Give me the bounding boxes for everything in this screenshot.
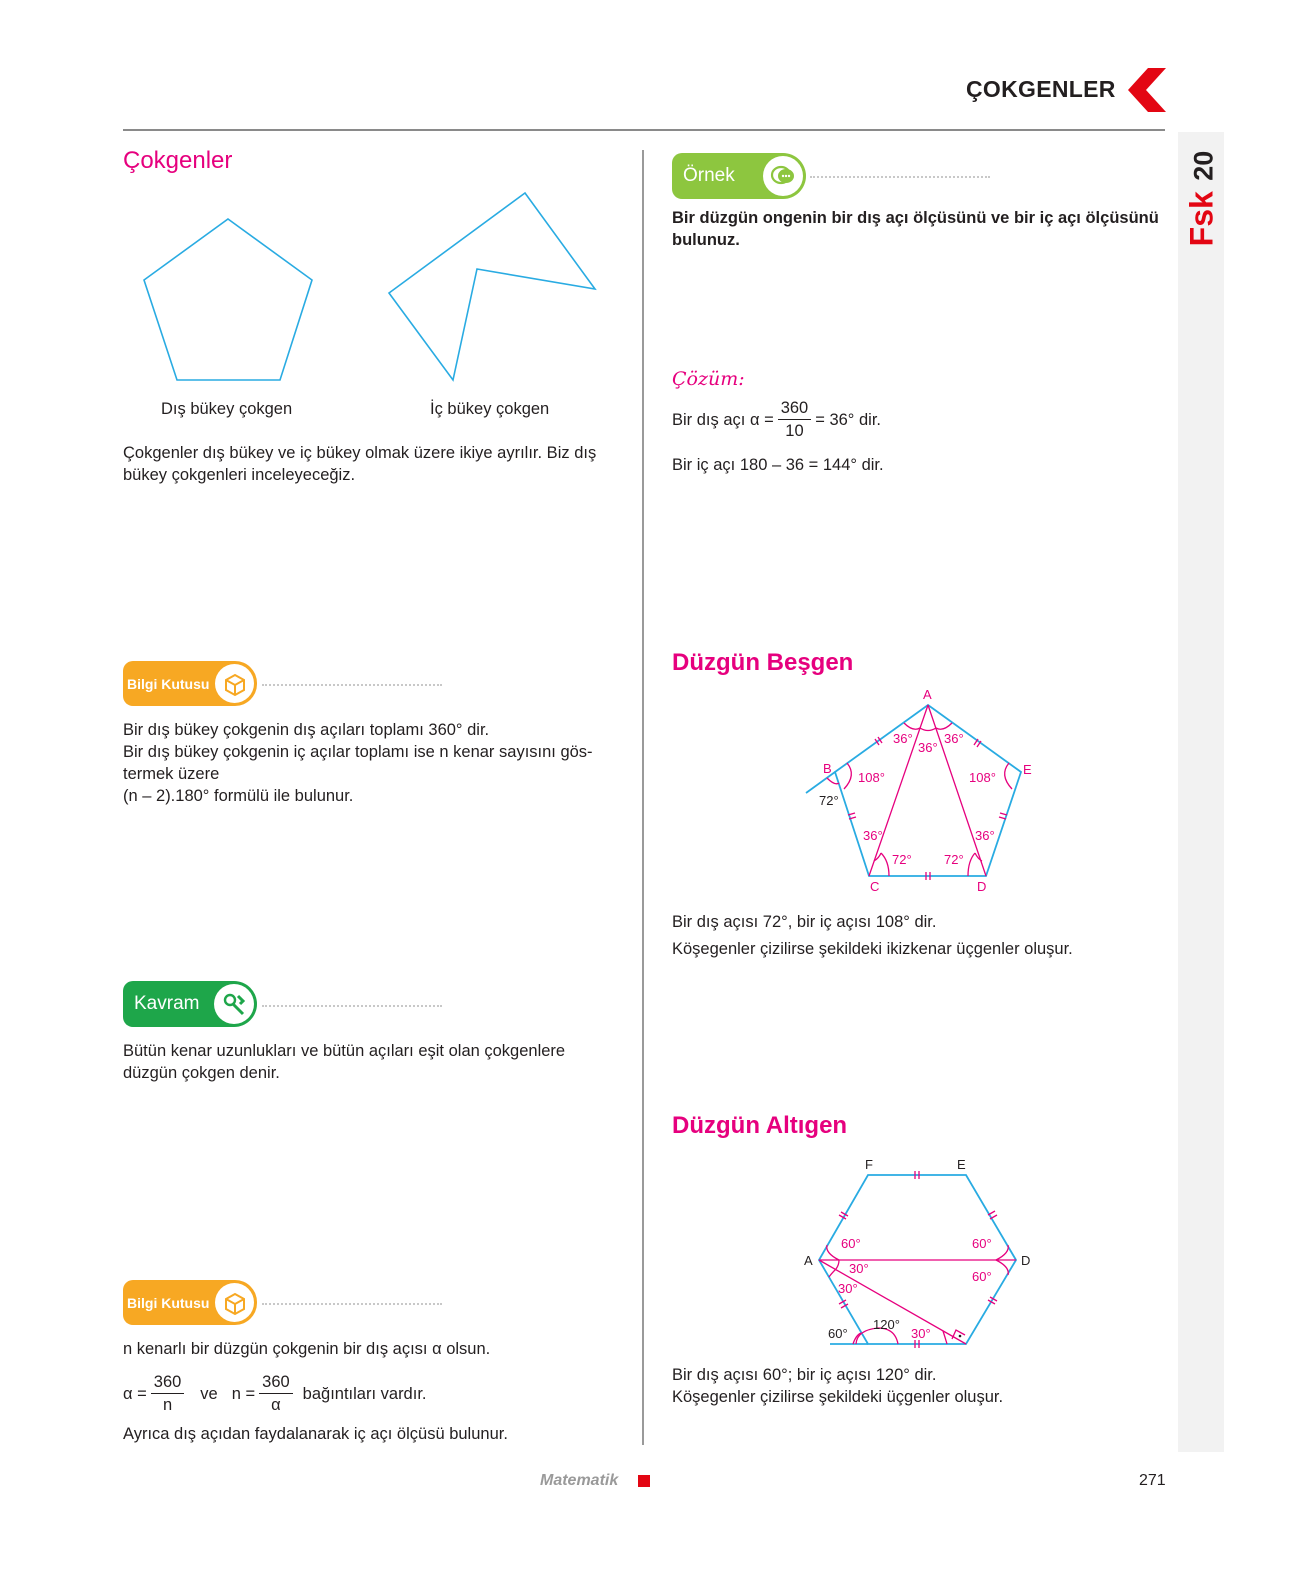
concave-polygon-shape — [389, 193, 595, 380]
kavram-label: Kavram — [134, 993, 200, 1014]
bilgi2-line-3: Ayrıca dış açıdan faydalanarak iç açı ölçüsü bulunur. — [123, 1425, 508, 1443]
section-title-altigen: Düzgün Altıgen — [672, 1112, 848, 1139]
arc-e — [1005, 763, 1012, 789]
vertex-a: A — [923, 687, 932, 702]
ornek-question: Bir düzgün ongenin bir dış açı ölçüsünü ve bir iç açı ölçüsünü bulunuz. — [672, 209, 1159, 249]
regular-hexagon-figure — [795, 1152, 1045, 1357]
side-tab — [1178, 132, 1224, 1452]
arc-d-upper — [996, 1245, 1008, 1260]
fasikul-label: Fsk — [1183, 191, 1220, 247]
angle-c-upper: 36° — [863, 828, 883, 843]
angle-a-mid: 36° — [918, 740, 938, 755]
kavram-badge — [123, 981, 257, 1027]
sol1-fraction — [778, 398, 812, 441]
convex-pentagon-shape — [144, 219, 312, 380]
arc-a-mid — [920, 728, 936, 731]
arc-a-lower — [829, 1269, 836, 1277]
bilgi-kutusu-badge-2 — [123, 1280, 257, 1325]
convex-concave-figures — [130, 185, 610, 390]
angle-b-exterior: 72° — [819, 793, 839, 808]
formula1-numerator: 360 — [151, 1372, 185, 1394]
bilgi2-line-1: n kenarlı bir düzgün çokgenin bir dış açısı α olsun. — [123, 1340, 491, 1358]
kavram-dots — [262, 1005, 442, 1007]
bilgi-dots-2 — [262, 1303, 442, 1305]
column-divider — [642, 150, 644, 1445]
angle-c: 30° — [911, 1326, 931, 1341]
pentagon-text-2: Köşegenler çizilirse şekildeki ikizkenar üçgenler oluşur. — [672, 940, 1073, 958]
bilgi-kutusu-label-2: Bilgi Kutusu — [127, 1294, 210, 1311]
angle-d-upper: 60° — [972, 1236, 992, 1251]
solution-line-2: Bir iç açı 180 – 36 = 144° dir. — [672, 456, 884, 474]
angle-b-exterior: 60° — [828, 1326, 848, 1341]
bilgi2-formulas — [123, 1372, 427, 1415]
page-header-title: ÇOKGENLER — [966, 76, 1116, 102]
bilgi-dots-1 — [262, 684, 442, 686]
box-icon — [215, 664, 254, 703]
vertex-f: F — [865, 1157, 873, 1172]
angle-b-interior: 120° — [873, 1317, 900, 1332]
angle-d-lower: 60° — [972, 1269, 992, 1284]
fasikul-number: 20 — [1188, 150, 1219, 181]
sol1-lhs: Bir dış açı α = — [672, 410, 774, 429]
right-angle-dot — [959, 1335, 962, 1338]
angle-a-upper: 60° — [841, 1236, 861, 1251]
hexagon-text-2: Köşegenler çizilirse şekildeki üçgenler oluşur. — [672, 1388, 1004, 1406]
footer-subject: Matematik — [540, 1472, 619, 1489]
angle-a-left: 36° — [893, 731, 913, 746]
angle-b-interior: 108° — [858, 770, 885, 785]
formula-tail: bağıntıları vardır. — [302, 1384, 427, 1403]
sol1-numerator: 360 — [778, 398, 812, 420]
cozum-label: Çözüm: — [672, 368, 745, 390]
bilgi1-line-3: termek üzere — [123, 765, 220, 783]
formula-ve: ve — [200, 1384, 218, 1403]
regular-pentagon-figure — [795, 683, 1045, 898]
bilgi1-line-2: Bir dış bükey çokgenin iç açılar toplamı ise n kenar sayısını gös- — [123, 743, 593, 761]
box-icon — [215, 1283, 254, 1322]
angle-c-lower: 72° — [892, 852, 912, 867]
angle-d-lower: 72° — [944, 852, 964, 867]
arc-a-upper — [827, 1245, 839, 1260]
intro-paragraph: Çokgenler dış bükey ve iç bükey olmak üzere ikiye ayrılır. Biz dış bükey çokgenleri inceleyeceğiz. — [123, 444, 597, 484]
section-title-besgen: Düzgün Beşgen — [672, 649, 854, 676]
formula2-numerator: 360 — [259, 1372, 293, 1394]
formula1-denominator: n — [162, 1396, 173, 1414]
bilgi-kutusu-badge-1 — [123, 661, 257, 706]
arc-c-right — [881, 853, 889, 876]
arc-a-right — [936, 723, 952, 729]
hexagon-text-1: Bir dış açısı 60°; bir iç açısı 120° dir. — [672, 1366, 937, 1384]
formula2-lhs: n = — [231, 1384, 256, 1403]
vertex-b: B — [823, 761, 832, 776]
formula1-lhs: α = — [123, 1384, 147, 1403]
bilgi1-line-4: (n – 2).180° formülü ile bulunur. — [123, 787, 354, 805]
caption-concave: İç bükey çokgen — [430, 400, 550, 418]
kavram-text: Bütün kenar uzunlukları ve bütün açıları eşit olan çokgenlere düzgün çokgen denir. — [123, 1042, 566, 1082]
arc-a-left — [904, 723, 920, 729]
formula2-fraction — [259, 1372, 293, 1415]
vertex-d: D — [977, 879, 987, 894]
vertex-d: D — [1021, 1253, 1031, 1268]
ornek-badge — [672, 153, 806, 199]
caption-convex: Dış bükey çokgen — [161, 400, 293, 418]
angle-e-interior: 108° — [969, 770, 996, 785]
section-title-cokgenler: Çokgenler — [123, 147, 233, 174]
vertex-e: E — [957, 1157, 966, 1172]
page-number: 271 — [1139, 1472, 1166, 1489]
header-chevron-icon — [1124, 66, 1168, 114]
vertex-e: E — [1023, 762, 1032, 777]
arc-d-left — [968, 853, 975, 876]
angle-a-mid: 30° — [849, 1261, 869, 1276]
angle-a-right: 36° — [944, 731, 964, 746]
sol1-rhs: = 36° dir. — [815, 410, 882, 429]
bilgi-text-1 — [123, 719, 623, 807]
ornek-label: Örnek — [683, 165, 735, 186]
arc-d-lower — [996, 1260, 1008, 1275]
pentagon-text-1: Bir dış açısı 72°, bir iç açısı 108° dir. — [672, 913, 937, 931]
vertex-c: C — [870, 879, 880, 894]
formula1-fraction — [151, 1372, 185, 1415]
vertex-a: A — [804, 1253, 813, 1268]
chat-bubble-icon — [763, 156, 803, 196]
bilgi1-line-1: Bir dış bükey çokgenin dış açıları toplamı 360° dir. — [123, 721, 490, 739]
formula2-denominator: α — [271, 1396, 281, 1414]
angle-d-upper: 36° — [975, 828, 995, 843]
bilgi-kutusu-label-1: Bilgi Kutusu — [127, 675, 210, 692]
fasikul-badge — [1182, 150, 1222, 260]
angle-a-lower: 30° — [838, 1281, 858, 1296]
ornek-dots — [810, 176, 990, 178]
arc-a-mid — [836, 1260, 839, 1269]
header-divider — [123, 129, 1165, 131]
footer-square-icon — [638, 1475, 650, 1487]
sol1-denominator: 10 — [785, 422, 804, 440]
wrench-gear-icon — [214, 984, 254, 1024]
arc-b — [844, 763, 851, 789]
solution-line-1 — [672, 398, 881, 441]
